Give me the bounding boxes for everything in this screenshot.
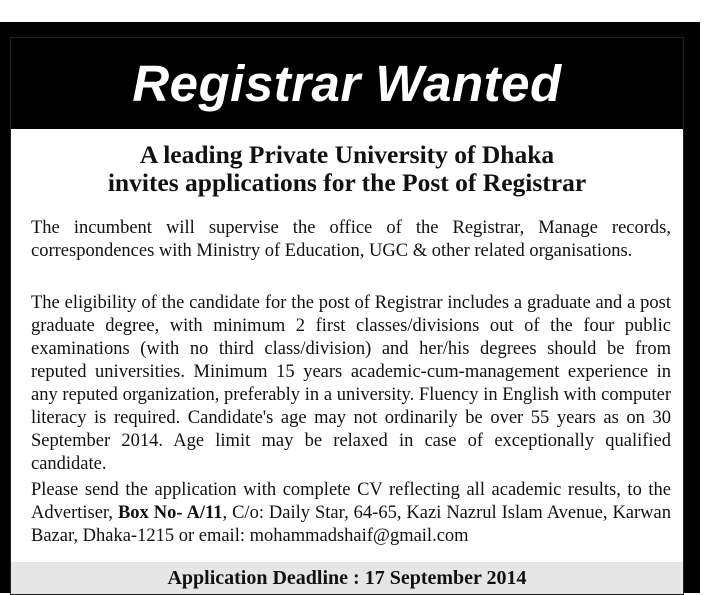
deadline-bar xyxy=(11,562,683,594)
ad-subtitle xyxy=(11,141,683,197)
job-description-paragraph: The incumbent will supervise the office of the Registrar, Manage records, correspondences with Ministry of Education, UGC & other related organisations. xyxy=(31,218,671,261)
application-instructions-paragraph xyxy=(31,479,671,548)
subtitle-line-2: invites applications for the Post of Registrar xyxy=(107,168,587,197)
instructions-text-start: Please send the application with complete CV reflecting all academic results, to the Advertiser, xyxy=(31,480,671,523)
eligibility-paragraph: The eligibility of the candidate for the post of Registrar includes a graduate and a post graduate degree, with minimum 2 first classes/divisions out of the four public examinations (with no third class/division) and her/his degrees should be from reputed universities. Minimum 15 years academic-cum-management experience in any reputed organization, preferably in a university. Fluency in English with computer literacy is required. Candidate's age may not ordinarily be over 55 years as on 30 September 2014. Age limit may be relaxed in case of exceptionally qualified candidate. xyxy=(31,293,671,474)
subtitle-line-1: A leading Private University of Dhaka xyxy=(139,140,555,169)
page-top-margin xyxy=(0,0,700,22)
box-number: Box No- A/11 xyxy=(117,503,223,523)
ad-header xyxy=(11,38,683,129)
advertisement-body xyxy=(10,37,684,595)
ad-title: Registrar Wanted xyxy=(132,55,562,112)
page-right-margin xyxy=(700,0,716,593)
application-deadline: Application Deadline : 17 September 2014 xyxy=(167,566,527,589)
advertisement-frame xyxy=(0,22,700,593)
instructions-text-end: , C/o: Daily Star, 64-65, Kazi Nazrul Islam Avenue, Karwan Bazar, Dhaka-1215 or email: mohammadshaif@gmail.com xyxy=(31,503,672,546)
